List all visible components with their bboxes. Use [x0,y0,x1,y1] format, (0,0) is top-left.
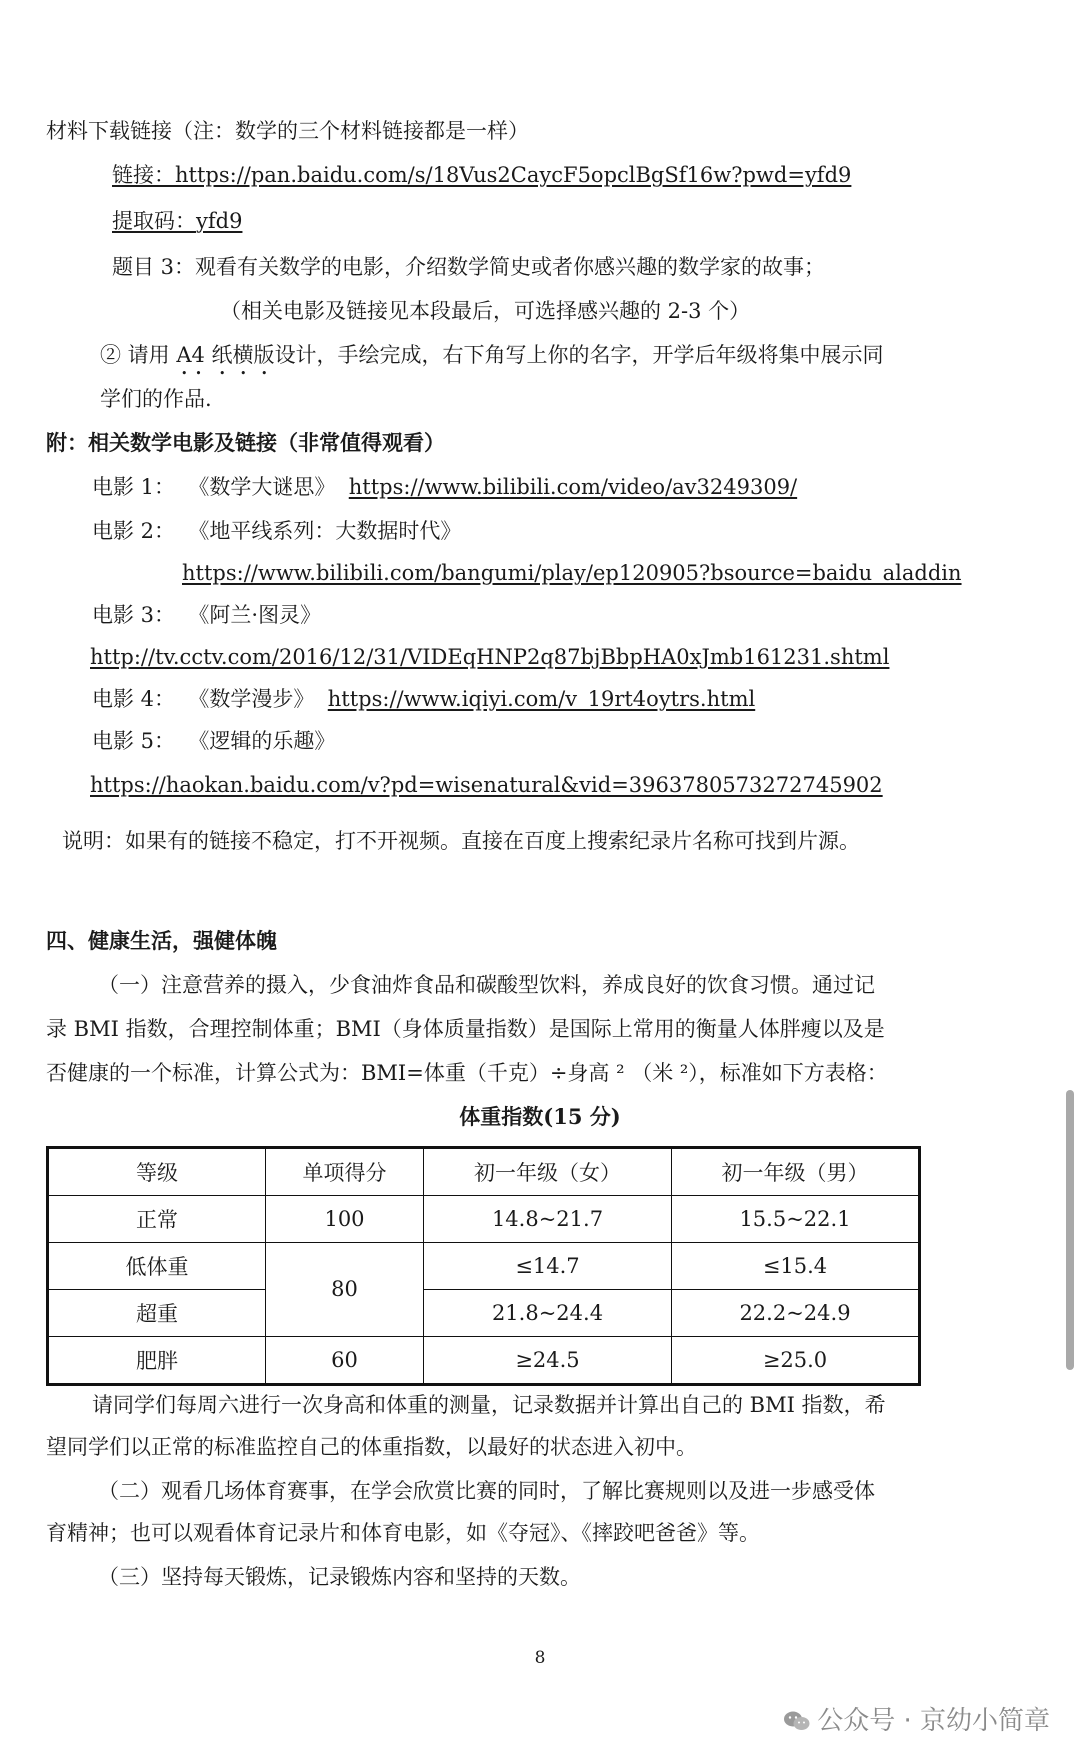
male-cell: ≥25.0 [672,1336,920,1384]
header-cell: 初一年级（男） [672,1148,920,1196]
table-header-row [48,1148,920,1196]
materials-heading: 材料下载链接（注：数学的三个材料链接都是一样） [46,119,529,143]
para1-line1: （一）注意营养的摄入，少食油炸食品和碳酸型饮料，养成良好的饮食习惯。通过记 [98,973,875,997]
after-table-line2: 望同学们以正常的标准监控自己的体重指数，以最好的状态进入初中。 [46,1435,697,1459]
table-row [48,1336,920,1384]
page-number: 8 [534,1648,546,1668]
requirement-prefix: ② 请用 [100,343,177,367]
movie-3 [92,600,321,630]
grade-cell: 超重 [48,1289,266,1336]
requirement-line1 [100,340,884,380]
table-title: 体重指数(15 分) [459,1104,621,1129]
para2-line1: （二）观看几场体育赛事，在学会欣赏比赛的同时，了解比赛规则以及进一步感受体 [98,1479,875,1503]
female-cell: 14.8~21.7 [424,1196,672,1243]
requirement-emphasis: A4 纸横版 [176,343,275,367]
scrollbar-thumb[interactable] [1066,1090,1074,1370]
female-cell: ≤14.7 [424,1243,672,1290]
movie-title: 《逻辑的乐趣》 [188,729,336,753]
score-cell: 60 [266,1336,424,1384]
movie-label: 电影 5： [92,729,176,753]
movie-link[interactable]: http://tv.cctv.com/2016/12/31/VIDEqHNP2q87bjBbpHA0xJmb161231.shtml [90,645,890,669]
movie-2 [92,516,461,546]
movie-1 [92,472,797,502]
movie-3-link-line [90,642,889,672]
para1-line3: 否健康的一个标准，计算公式为：BMI=体重（千克）÷身高 ² （米 ²），标准如下方表格： [46,1061,888,1085]
movie-label: 电影 4： [92,687,176,711]
score-cell: 100 [266,1196,424,1243]
movie-label: 电影 2： [92,519,176,543]
after-table-line1: 请同学们每周六进行一次身高和体重的测量，记录数据并计算出自己的 BMI 指数，希 [92,1393,886,1417]
score-cell: 80 [266,1243,424,1337]
movie-link[interactable]: https://www.bilibili.com/video/av3249309/ [348,475,798,499]
male-cell: 22.2~24.9 [672,1289,920,1336]
movie-title: 《数学大谜思》 [188,475,336,499]
grade-cell: 正常 [48,1196,266,1243]
movie-title: 《地平线系列：大数据时代》 [188,519,462,543]
bmi-table [46,1146,921,1386]
female-cell: 21.8~24.4 [424,1289,672,1336]
grade-cell: 低体重 [48,1243,266,1290]
male-cell: 15.5~22.1 [672,1196,920,1243]
requirement-rest: 设计，手绘完成，右下角写上你的名字，开学后年级将集中展示同 [274,343,884,367]
grade-cell: 肥胖 [48,1336,266,1384]
appendix-note: 说明：如果有的链接不稳定，打不开视频。直接在百度上搜索纪录片名称可找到片源。 [62,829,860,853]
movie-link[interactable]: https://www.iqiyi.com/v_19rt4oytrs.html [327,687,756,711]
para1-line2: 录 BMI 指数，合理控制体重；BMI（身体质量指数）是国际上常用的衡量人体胖瘦以及是 [46,1017,885,1041]
topic3-text: 题目 3：观看有关数学的电影，介绍数学简史或者你感兴趣的数学家的故事； [112,255,826,279]
code-label: 提取码： [112,209,196,233]
requirement-line2: 学们的作品. [100,387,212,411]
female-cell: ≥24.5 [424,1336,672,1384]
header-cell: 单项得分 [266,1148,424,1196]
header-cell: 等级 [48,1148,266,1196]
movie-5 [92,726,335,756]
table-row [48,1196,920,1243]
code-value: yfd9 [196,209,243,233]
movie-title: 《数学漫步》 [188,687,315,711]
wechat-watermark [783,1700,1050,1737]
table-row [48,1289,920,1336]
pan-baidu-link[interactable]: https://pan.baidu.com/s/18Vus2CaycF5opclBgSf16w?pwd=yfd9 [175,163,852,187]
movie-label: 电影 3： [92,603,176,627]
movie-2-link-line [182,558,962,588]
table-row [48,1243,920,1290]
link-label: 链接： [112,163,175,187]
movie-title: 《阿兰·图灵》 [188,603,322,627]
movie-4 [92,684,755,714]
topic3-note: （相关电影及链接见本段最后，可选择感兴趣的 2-3 个） [220,299,751,323]
extraction-code-line [112,206,242,236]
movie-link[interactable]: https://www.bilibili.com/bangumi/play/ep120905?bsource=baidu_aladdin [182,561,962,585]
male-cell: ≤15.4 [672,1243,920,1290]
materials-link-line [112,160,851,190]
header-cell: 初一年级（女） [424,1148,672,1196]
movie-label: 电影 1： [92,475,176,499]
para3: （三）坚持每天锻炼，记录锻炼内容和坚持的天数。 [98,1565,581,1589]
watermark-text: 公众号 · 京幼小简章 [817,1706,1050,1736]
appendix-heading: 附：相关数学电影及链接（非常值得观看） [46,430,445,455]
para2-line2: 育精神；也可以观看体育记录片和体育电影，如《夺冠》、《摔跤吧爸爸》等。 [46,1521,760,1545]
section4-heading: 四、健康生活，强健体魄 [46,928,277,953]
movie-link[interactable]: https://haokan.baidu.com/v?pd=wisenatural&vid=3963780573272745902 [90,773,883,797]
movie-5-link-line [90,770,883,800]
